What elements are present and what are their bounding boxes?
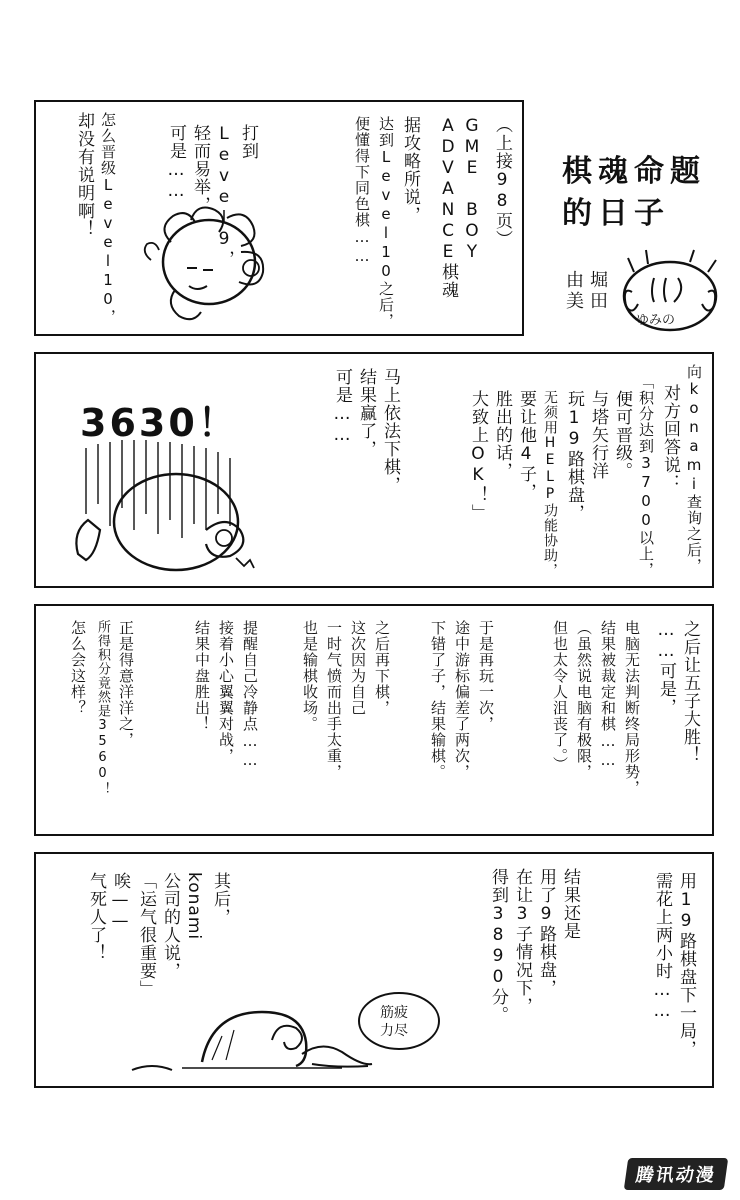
p4-col-12: 气死人了！ bbox=[86, 872, 106, 962]
p1-col-10: 可是…… bbox=[166, 124, 186, 202]
p3-col-5: （虽然说电脑有极限， bbox=[575, 620, 593, 780]
chapter-title-line-2: 的日子 bbox=[562, 196, 670, 231]
p4-col-4: 用了9路棋盘， bbox=[536, 868, 556, 997]
p1-col-12: 却没有说明啊！ bbox=[74, 112, 94, 238]
p3-col-9: 下错了子，结果输棋。 bbox=[429, 620, 447, 780]
p2-col-11: 马上依法下棋， bbox=[380, 368, 400, 494]
p3-col-14: 提醒自己冷静点…… bbox=[241, 620, 259, 770]
p4-col-5: 在让3子情况下， bbox=[512, 868, 532, 1015]
p4-col-2: 需花上两小时…… bbox=[652, 872, 672, 1022]
p2-col-3: 「积分达到3700以上， bbox=[637, 374, 655, 578]
exhausted-character-illustration bbox=[122, 990, 382, 1080]
author-name-col-2: 由美 bbox=[563, 270, 584, 312]
p3-col-13: 也是输棋收场。 bbox=[301, 620, 319, 732]
p3-col-11: 这次因为自己 bbox=[349, 620, 367, 716]
p3-col-7: 于是再玩一次， bbox=[477, 620, 495, 732]
p3-col-3: 电脑无法判断终局形势， bbox=[623, 620, 641, 796]
thinking-character-illustration bbox=[131, 190, 291, 330]
p2-col-9: 胜出的话， bbox=[492, 390, 512, 480]
p2-col-10: 大致上OK！」 bbox=[468, 390, 488, 522]
score-shout: 3630！ bbox=[80, 401, 239, 445]
p4-col-3: 结果还是 bbox=[560, 868, 580, 940]
p1-col-11: 怎么晋级Level10， bbox=[99, 112, 117, 325]
p1-col-8: Level9， bbox=[214, 124, 234, 268]
p4-col-1: 用19路棋盘下一局， bbox=[676, 872, 696, 1058]
p2-col-5: 与塔矢行洋 bbox=[588, 390, 608, 480]
p3-col-12: 一时气愤而出手太重， bbox=[325, 620, 343, 780]
p3-col-16: 结果中盘胜出！ bbox=[193, 620, 211, 732]
p1-col-9: 轻而易举， bbox=[190, 124, 210, 214]
p1-col-3: ADVANCE棋魂 bbox=[438, 116, 458, 299]
p2-col-8: 要让他4子， bbox=[516, 390, 536, 501]
p3-col-10: 之后再下棋， bbox=[373, 620, 391, 716]
p3-col-19: 怎么会这样？ bbox=[69, 620, 87, 716]
p4-col-11: 唉—— bbox=[110, 872, 130, 932]
panel-1 bbox=[34, 100, 524, 336]
shocked-character-illustration bbox=[66, 434, 266, 584]
p2-col-1: 向konami查询之后， bbox=[685, 364, 703, 574]
p1-col-5: 达到Level10之后， bbox=[377, 116, 395, 329]
chapter-title-line-1: 棋魂命题 bbox=[562, 154, 706, 189]
p2-col-7: 无须用HELP功能协助， bbox=[542, 390, 558, 578]
p2-col-4: 便可晋级。 bbox=[612, 390, 632, 480]
p3-col-17: 正是得意洋洋之， bbox=[117, 620, 135, 748]
panel-3 bbox=[34, 604, 714, 836]
p4-col-6: 得到3890分。 bbox=[488, 868, 508, 1024]
p4-col-10: 「运气很重要」 bbox=[136, 872, 156, 998]
p4-col-7: 其后， bbox=[210, 872, 230, 926]
p1-col-2: GME BOY bbox=[462, 116, 482, 263]
exhausted-bubble-text: 筋疲 力尽 bbox=[380, 1005, 408, 1039]
p1-col-4: 据攻略所说， bbox=[400, 116, 420, 224]
author-name-col-1: 堀田 bbox=[587, 270, 608, 312]
p4-col-8: konami bbox=[184, 872, 204, 941]
p3-col-18: 所得积分竟然是3560！ bbox=[95, 620, 110, 796]
p3-col-8: 途中游标偏差了两次， bbox=[453, 620, 471, 780]
panel-2 bbox=[34, 352, 714, 588]
watermark-logo: 腾讯动漫 bbox=[624, 1158, 728, 1190]
p4-col-9: 公司的人说， bbox=[160, 872, 180, 980]
p2-col-12: 结果赢了， bbox=[356, 368, 376, 458]
panel-4 bbox=[34, 852, 714, 1088]
p3-col-15: 接着小心翼翼对战， bbox=[217, 620, 235, 764]
p3-col-6: 但也太令人沮丧了。） bbox=[551, 620, 569, 773]
p2-col-2: 对方回答说： bbox=[660, 384, 680, 492]
author-signature: ゆみの bbox=[636, 313, 676, 328]
p3-col-4: 结果被裁定和棋…… bbox=[599, 620, 617, 770]
p2-col-13: 可是…… bbox=[332, 368, 352, 446]
p1-col-6: 便懂得下同色棋…… bbox=[353, 116, 371, 266]
p3-col-2: ……可是， bbox=[656, 620, 676, 716]
p1-col-1: （上接98页） bbox=[492, 116, 512, 248]
p3-col-1: 之后让五子大胜！ bbox=[680, 620, 700, 764]
p1-col-7: 打到 bbox=[238, 124, 258, 160]
p2-col-6: 玩19路棋盘， bbox=[564, 390, 584, 522]
